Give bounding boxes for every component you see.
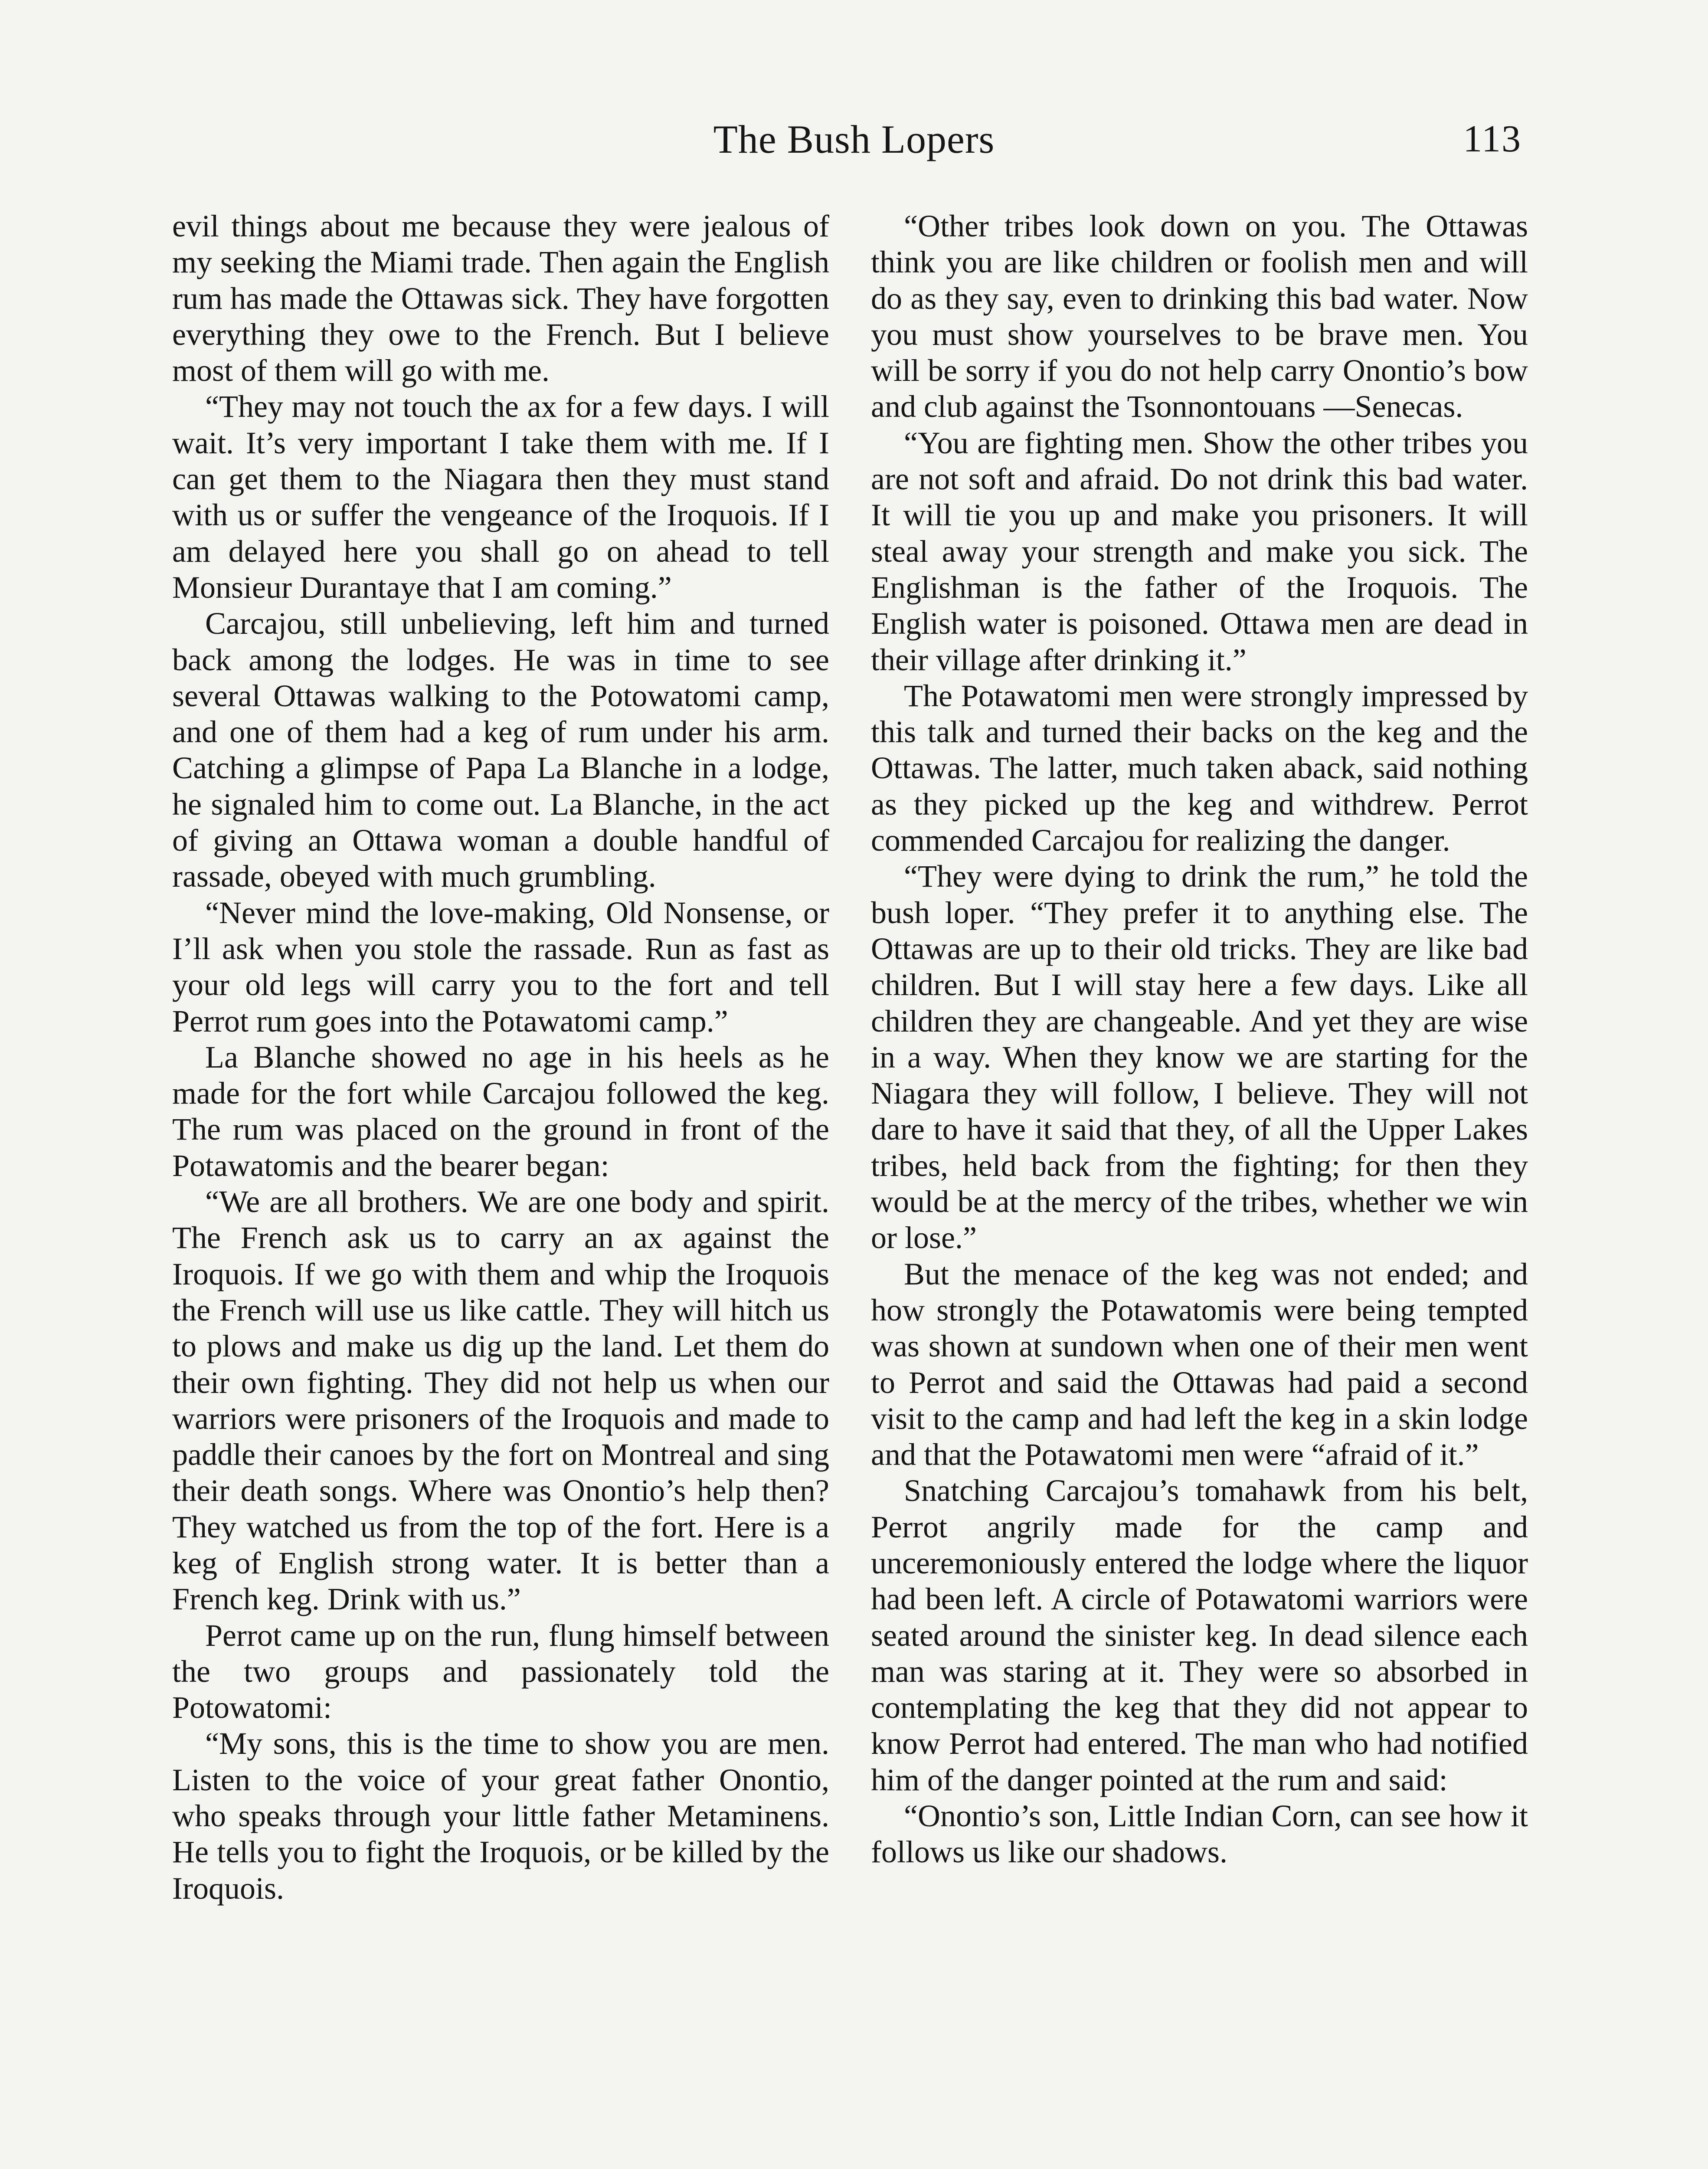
paragraph: “They were dying to drink the rum,” he told the bush loper. “They prefer it to anything else. The Ottawas are up to their old tricks. They are like bad children. But I will stay here a few days. Like all children they are changeable. And yet they are wise in a way. When they know we are starting for the Niagara they will follow, I believe. They will not dare to have it said that they, of all the Upper Lakes tribes, held back from the fighting; for then they would be at the mercy of the tribes, whether we win or lose.”	[871, 859, 1528, 1255]
paragraph: “We are all brothers. We are one body and spirit. The French ask us to carry an ax against the Iroquois. If we go with them and whip the Iroquois the French will use us like cattle. They will hitch us to plows and make us dig up the land. Let them do their own fighting. They did not help us when our warriors were prisoners of the Iroquois and made to paddle their canoes by the fort on Montreal and sing their death songs. Where was Onontio’s help then? They watched us from the top of the fort. Here is a keg of English strong water. It is better than a French keg. Drink with us.”	[172, 1184, 829, 1617]
paragraph: Snatching Carcajou’s tomahawk from his belt, Perrot angrily made for the camp and unceremoniously entered the lodge where the liquor had been left. A circle of Potawatomi warriors were seated around the sinister keg. In dead silence each man was staring at it. They were so absorbed in contemplating the keg that they did not appear to know Perrot had entered. The man who had notified him of the danger pointed at the rum and said:	[871, 1473, 1528, 1797]
page-number: 113	[1463, 118, 1521, 160]
paragraph: Carcajou, still unbelieving, left him and turned back among the lodges. He was in time to see several Ottawas walking to the Potowatomi camp, and one of them had a keg of rum under his arm. Catching a glimpse of Papa La Blanche in a lodge, he signaled him to come out. La Blanche, in the act of giving an Ottawa woman a double handful of rassade, obeyed with much grumbling.	[172, 606, 829, 894]
paragraph: “Onontio’s son, Little Indian Corn, can see how it follows us like our shadows.	[871, 1799, 1528, 1870]
paragraph: “My sons, this is the time to show you are men. Listen to the voice of your great father Onontio, who speaks through your little father Metaminens. He tells you to fight the Iroquois, or be killed by the Iroquois.	[172, 1726, 829, 1906]
paragraph: The Potawatomi men were strongly impressed by this talk and turned their backs on the keg and the Ottawas. The latter, much taken aback, said nothing as they picked up the keg and withdrew. Perrot commended Carcajou for realizing the danger.	[871, 678, 1528, 858]
running-title: The Bush Lopers	[713, 117, 995, 161]
paragraph: La Blanche showed no age in his heels as he made for the fort while Carcajou followed the keg. The rum was placed on the ground in front of the Potawatomis and the bearer began:	[172, 1039, 829, 1183]
paragraph: evil things about me because they were jealous of my seeking the Miami trade. Then again the English rum has made the Ottawas sick. They have forgotten everything they owe to the French. But I believe most of them will go with me.	[172, 209, 829, 388]
right-text-column	[871, 208, 1528, 1871]
paragraph: “You are fighting men. Show the other tribes you are not soft and afraid. Do not drink this bad water. It will tie you up and make you prisoners. It will steal away your strength and make you sick. The Englishman is the father of the Iroquois. The English water is poisoned. Ottawa men are dead in their village after drinking it.”	[871, 425, 1528, 677]
paragraph: “Never mind the love-making, Old Nonsense, or I’ll ask when you stole the rassade. Run as fast as your old legs will carry you to the fort and tell Perrot rum goes into the Potawatomi camp.”	[172, 895, 829, 1039]
paragraph: “They may not touch the ax for a few days. I will wait. It’s very important I take them with me. If I can get them to the Niagara then they must stand with us or suffer the vengeance of the Iroquois. If I am delayed here you shall go on ahead to tell Monsieur Durantaye that I am coming.”	[172, 389, 829, 605]
paragraph: Perrot came up on the run, flung himself between the two groups and passionately told the Potowatomi:	[172, 1618, 829, 1725]
paragraph: “Other tribes look down on you. The Ottawas think you are like children or foolish men and will do as they say, even to drinking this bad water. Now you must show yourselves to be brave men. You will be sorry if you do not help carry Onontio’s bow and club against the Tsonnontouans —Senecas.	[871, 209, 1528, 424]
left-text-column	[172, 208, 829, 1907]
paragraph: But the menace of the keg was not ended; and how strongly the Potawatomis were being tempted was shown at sundown when one of their men went to Perrot and said the Ottawas had paid a second visit to the camp and had left the keg in a skin lodge and that the Potawatomi men were “afraid of it.”	[871, 1256, 1528, 1472]
